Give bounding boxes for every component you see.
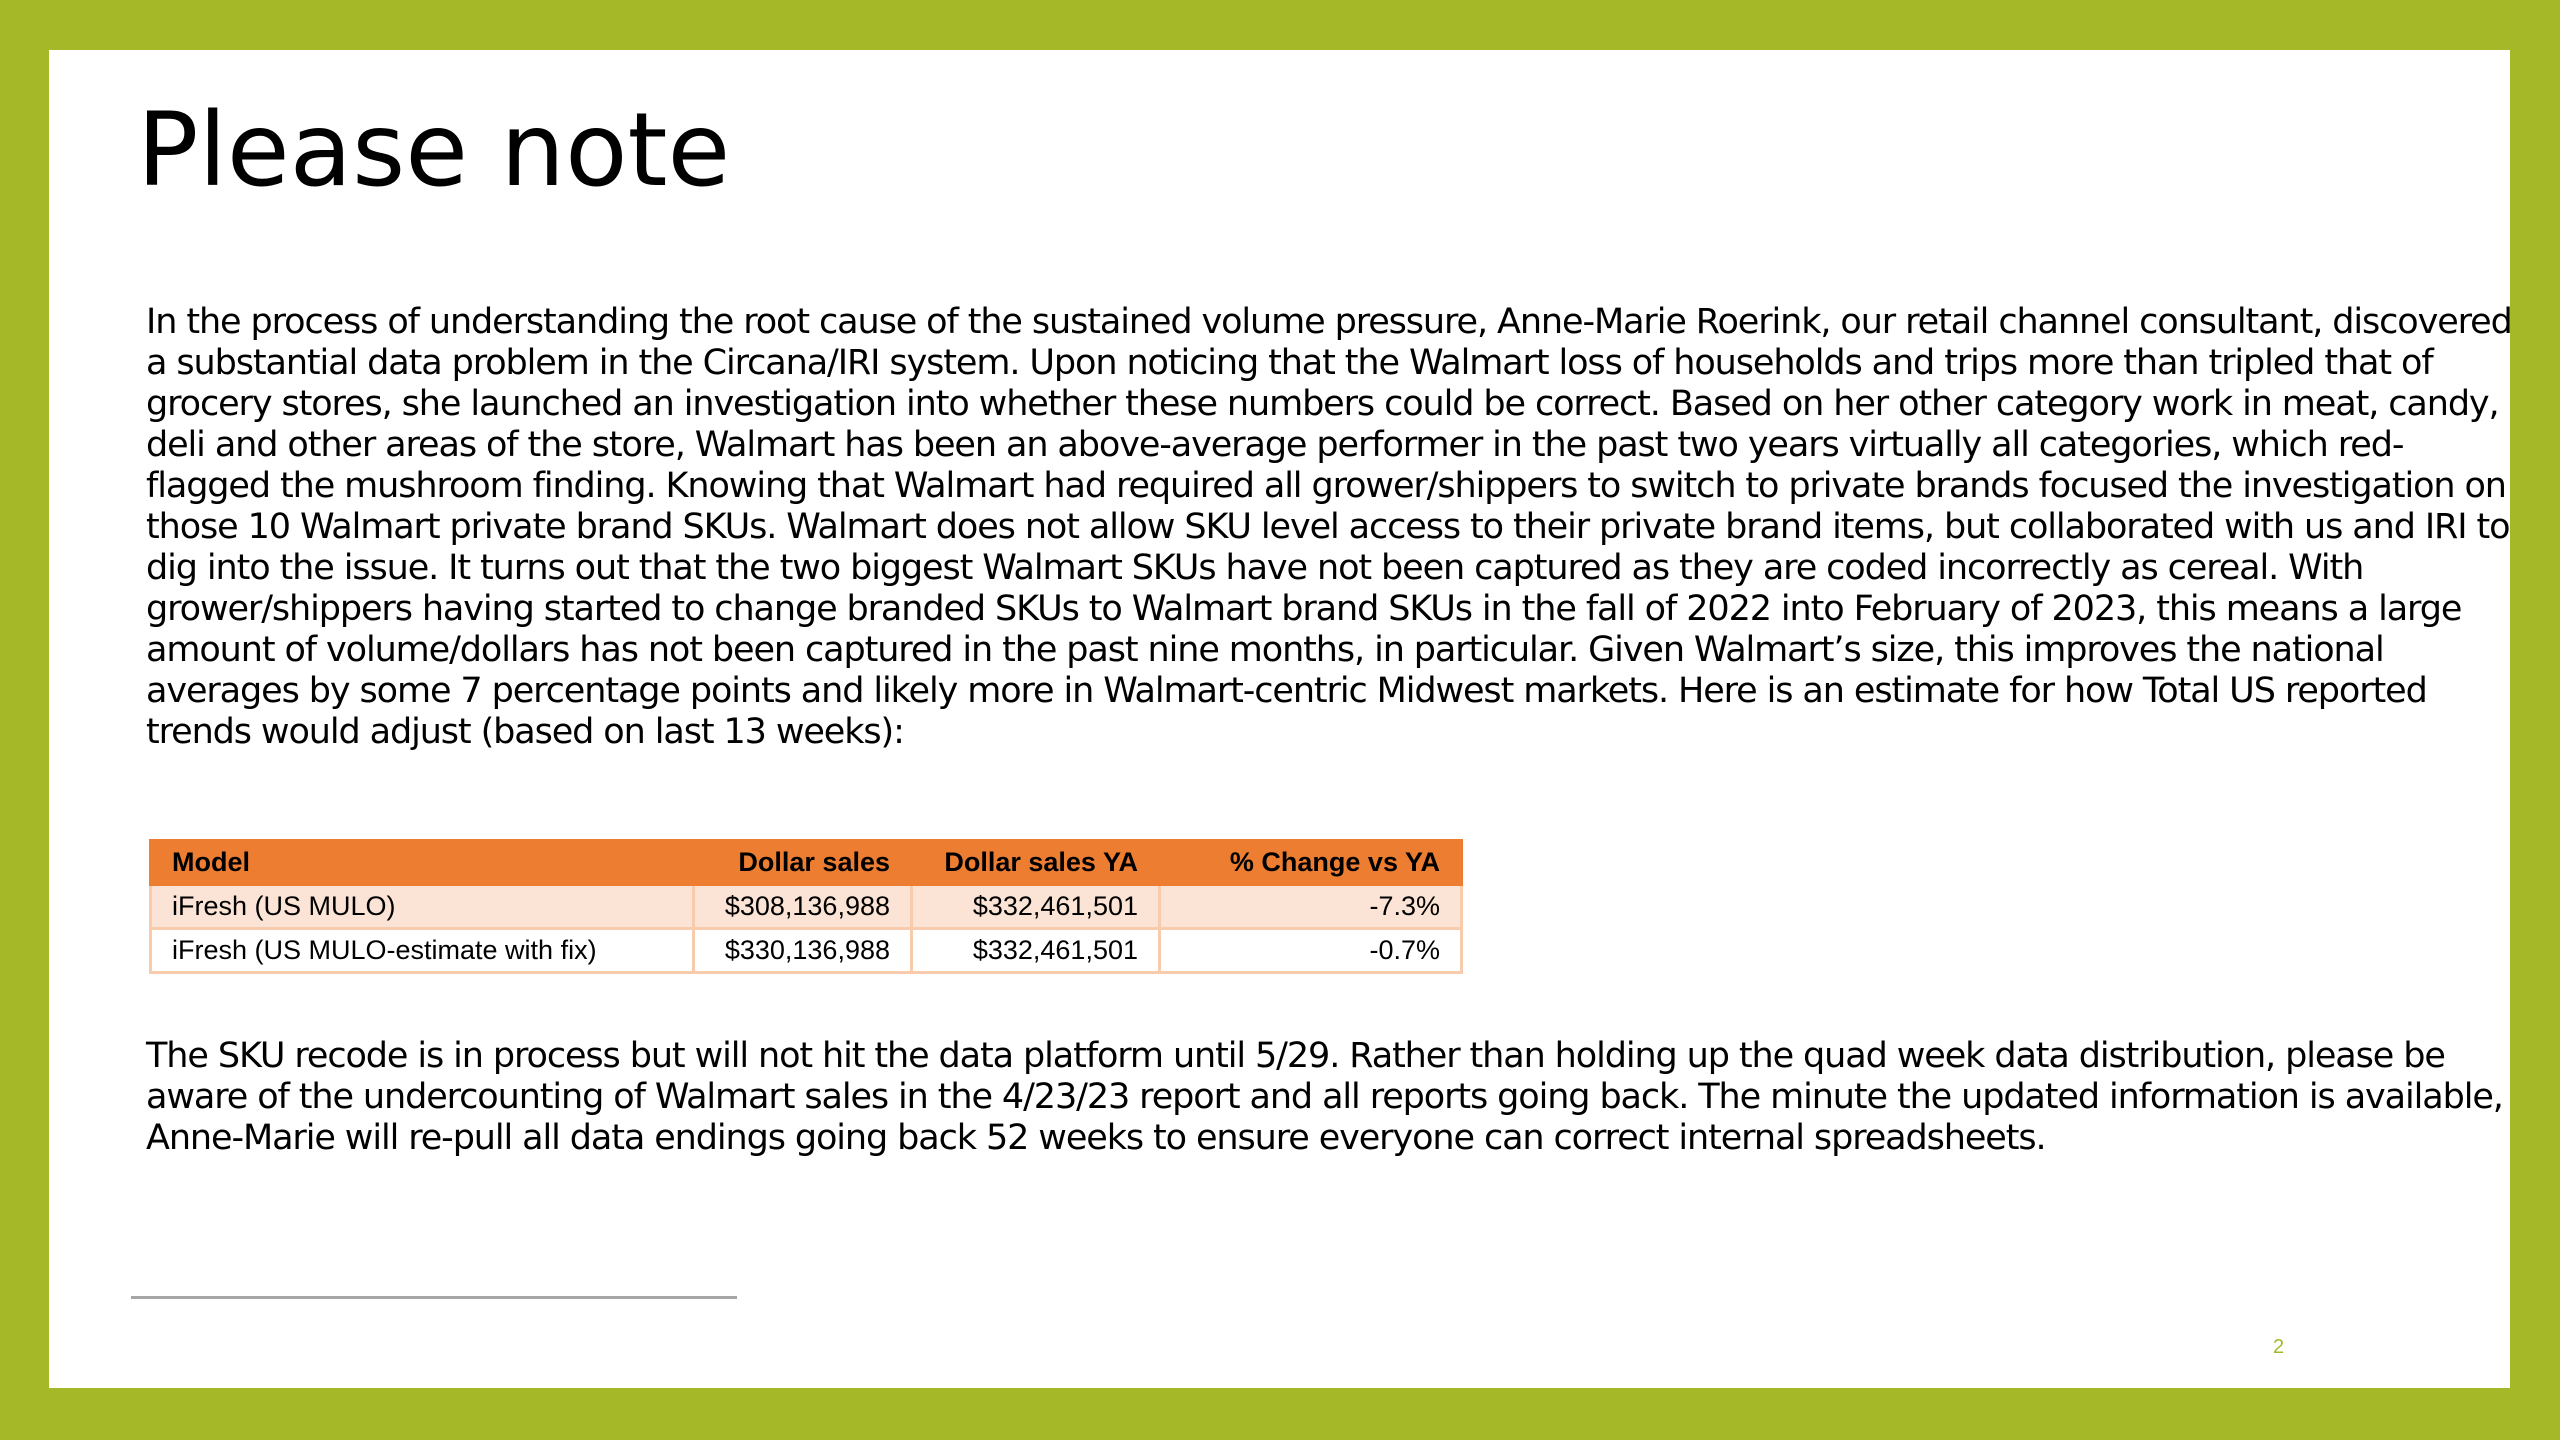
cell-model: iFresh (US MULO) <box>151 885 694 929</box>
body-paragraph-2: The SKU recode is in process but will not hit the data platform until 5/29. Rather than holding up the quad week data distribution, please be aware of the undercounting of Walmart sales in the 4/23/23 report and all reports going back. The minute the updated information is available, Anne-Marie will re-pull all data endings going back 52 weeks to ensure everyone can correct internal spreadsheets. <box>146 1036 2503 1158</box>
cell-dollar-sales-ya: $332,461,501 <box>912 885 1160 929</box>
cell-pct-change: -7.3% <box>1160 885 1462 929</box>
table-header-row <box>151 841 1462 885</box>
header-model: Model <box>151 841 694 885</box>
footer-divider <box>131 1296 737 1299</box>
cell-pct-change: -0.7% <box>1160 929 1462 973</box>
header-dollar-sales: Dollar sales <box>694 841 912 885</box>
page-number: 2 <box>2273 1336 2285 1358</box>
table-row <box>151 885 1462 929</box>
table-row <box>151 929 1462 973</box>
body-paragraph-1: In the process of understanding the root cause of the sustained volume pressure, Anne-Marie Roerink, our retail channel consultant, discovered a substantial data problem in the Circana/IRI system. Upon noticing that the Walmart loss of households and trips more than tripled that of grocery stores, she launched an investigation into whether these numbers could be correct. Based on her other category work in meat, candy, deli and other areas of the store, Walmart has been an above-average performer in the past two years virtually all categories, which red-flagged the mushroom finding. Knowing that Walmart had required all grower/shippers to switch to private brands focused the investigation on those 10 Walmart private brand SKUs. Walmart does not allow SKU level access to their private brand items, but collaborated with us and IRI to dig into the issue. It turns out that the two biggest Walmart SKUs have not been captured as they are coded incorrectly as cereal. With grower/shippers having started to change branded SKUs to Walmart brand SKUs in the fall of 2022 into February of 2023, this means a large amount of volume/dollars has not been captured in the past nine months, in particular. Given Walmart’s size, this improves the national averages by some 7 percentage points and likely more in Walmart-centric Midwest markets. Here is an estimate for how Total US reported trends would adjust (based on last 13 weeks): <box>146 302 2512 752</box>
slide-title: Please note <box>137 91 731 210</box>
header-dollar-sales-ya: Dollar sales YA <box>912 841 1160 885</box>
slide <box>49 50 2510 1388</box>
cell-dollar-sales: $330,136,988 <box>694 929 912 973</box>
header-pct-change: % Change vs YA <box>1160 841 1462 885</box>
cell-dollar-sales: $308,136,988 <box>694 885 912 929</box>
cell-dollar-sales-ya: $332,461,501 <box>912 929 1160 973</box>
cell-model: iFresh (US MULO-estimate with fix) <box>151 929 694 973</box>
sales-table <box>149 839 1463 974</box>
